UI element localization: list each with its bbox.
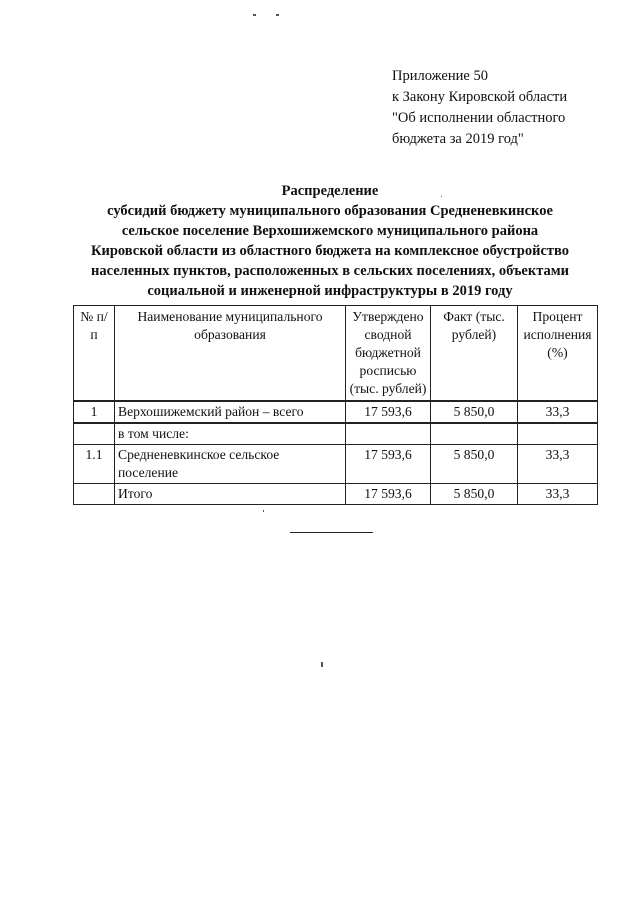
header-num: № п/п [74, 306, 115, 402]
appendix-line: бюджета за 2019 год" [392, 131, 524, 147]
title-line: Кировской области из областного бюджета на комплексное обустройство [90, 243, 570, 259]
cell-fact [431, 423, 518, 445]
cell-fact: 5 850,0 [431, 401, 518, 423]
cell-name: Верхошижемский район – всего [115, 401, 346, 423]
scan-speck [441, 196, 442, 197]
cell-num [74, 484, 115, 505]
header-fact: Факт (тыс. рублей) [431, 306, 518, 402]
scan-speck [263, 510, 264, 512]
cell-name: в том числе: [115, 423, 346, 445]
cell-percent: 33,3 [518, 484, 598, 505]
cell-num: 1 [74, 401, 115, 423]
scan-speck [321, 662, 323, 667]
cell-percent: 33,3 [518, 445, 598, 484]
title-line: социальной и инженерной инфраструктуры в 2019 году [147, 283, 513, 299]
header-approved: Утверждено сводной бюджетной росписью (тыс. рублей) [346, 306, 431, 402]
cell-approved [346, 423, 431, 445]
header-percent: Процент исполнения (%) [518, 306, 598, 402]
appendix-note [392, 66, 622, 150]
scan-speck [253, 14, 256, 16]
table-row [74, 484, 598, 505]
title-line: населенных пунктов, расположенных в сельских поселениях, объектами [91, 263, 569, 279]
distribution-table [73, 305, 598, 505]
cell-fact: 5 850,0 [431, 445, 518, 484]
cell-fact: 5 850,0 [431, 484, 518, 505]
cell-approved: 17 593,6 [346, 445, 431, 484]
appendix-line: к Закону Кировской области [392, 89, 568, 105]
table-header-row [74, 306, 598, 402]
title-line: Распределение [281, 183, 379, 199]
cell-num: 1.1 [74, 445, 115, 484]
closing-rule [290, 532, 373, 533]
title-line: субсидий бюджету муниципального образования Средненевкинское [107, 203, 553, 219]
table-row [74, 423, 598, 445]
table-row [74, 401, 598, 423]
cell-name: Средненевкинское сельское поселение [115, 445, 346, 484]
scan-speck [276, 14, 279, 16]
cell-approved: 17 593,6 [346, 401, 431, 423]
cell-approved: 17 593,6 [346, 484, 431, 505]
appendix-line: Приложение 50 [392, 68, 488, 84]
cell-percent: 33,3 [518, 401, 598, 423]
title-line: сельское поселение Верхошижемского муниципального района [121, 223, 539, 239]
cell-percent [518, 423, 598, 445]
cell-name: Итого [115, 484, 346, 505]
document-title [60, 181, 600, 301]
header-name: Наименование муниципального образования [115, 306, 346, 402]
table-row [74, 445, 598, 484]
appendix-line: "Об исполнении областного [392, 110, 566, 126]
cell-num [74, 423, 115, 445]
